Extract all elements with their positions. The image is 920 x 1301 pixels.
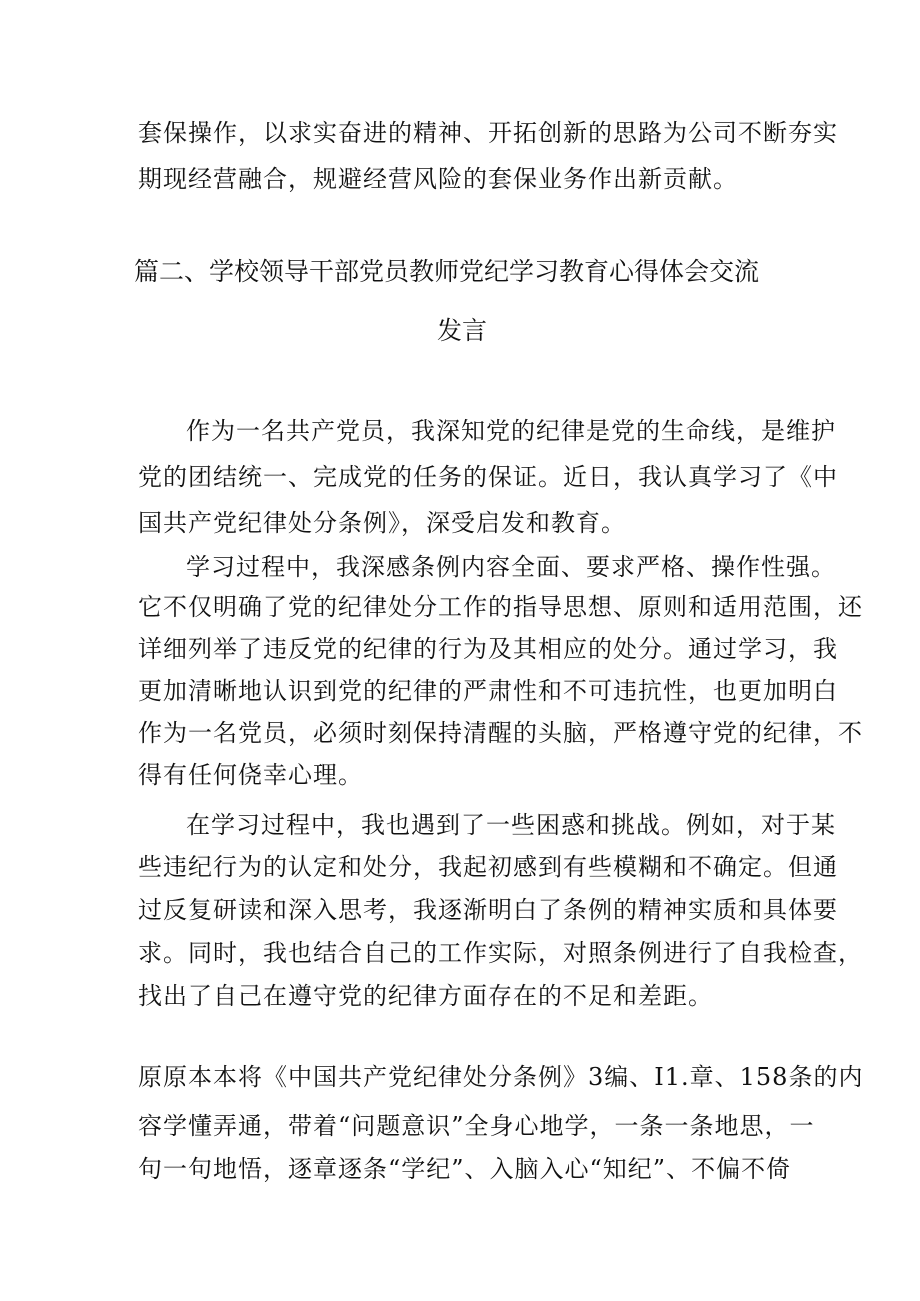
paragraph-line: 句一句地悟，逐章逐条“学纪”、入脑入心“知纪”、不偏不倚 (138, 1155, 792, 1183)
paragraph-line: 容学懂弄通，带着“问题意识”全身心地学，一条一条地思，一 (138, 1112, 815, 1140)
paragraph-line: 得有任何侥幸心理。 (138, 761, 363, 789)
paragraph-line: 党的团结统一、完成党的任务的保证。近日，我认真学习了《中 (138, 463, 838, 491)
paragraph-line: 原原本本将《中国共产党纪律处分条例》3编、I1.章、158条的内 (138, 1063, 864, 1091)
section-title: 篇二、学校领导干部党员教师党纪学习教育心得体会交流 (134, 257, 760, 286)
paragraph-line: 过反复研读和深入思考，我逐渐明白了条例的精神实质和具体要 (138, 896, 838, 924)
intro-line: 期现经营融合，规避经营风险的套保业务作出新贡献。 (138, 165, 738, 193)
paragraph-line: 求。同时，我也结合自己的工作实际，对照条例进行了自我检查， (138, 939, 863, 967)
section-title-continuation: 发言 (437, 316, 488, 345)
paragraph-line: 作为一名共产党员，我深知党的纪律是党的生命线，是维护 (186, 417, 836, 445)
paragraph-line: 国共产党纪律处分条例》，深受启发和教育。 (138, 509, 626, 537)
paragraph-line: 些违纪行为的认定和处分，我起初感到有些模糊和不确定。但通 (138, 853, 838, 881)
intro-line: 套保操作，以求实奋进的精神、开拓创新的思路为公司不断夯实 (138, 119, 838, 147)
paragraph-line: 详细列举了违反党的纪律的行为及其相应的处分。通过学习，我 (138, 635, 838, 663)
paragraph-line: 找出了自己在遵守党的纪律方面存在的不足和差距。 (138, 982, 713, 1010)
paragraph-line: 学习过程中，我深感条例内容全面、要求严格、操作性强。 (186, 553, 836, 581)
paragraph-line: 它不仅明确了党的纪律处分工作的指导思想、原则和适用范围，还 (138, 593, 863, 621)
paragraph-line: 在学习过程中，我也遇到了一些困惑和挑战。例如，对于某 (186, 811, 836, 839)
paragraph-line: 更加清晰地认识到党的纪律的严肃性和不可违抗性，也更加明白 (138, 677, 838, 705)
paragraph-line: 作为一名党员，必须时刻保持清醒的头脑，严格遵守党的纪律，不 (138, 719, 863, 747)
